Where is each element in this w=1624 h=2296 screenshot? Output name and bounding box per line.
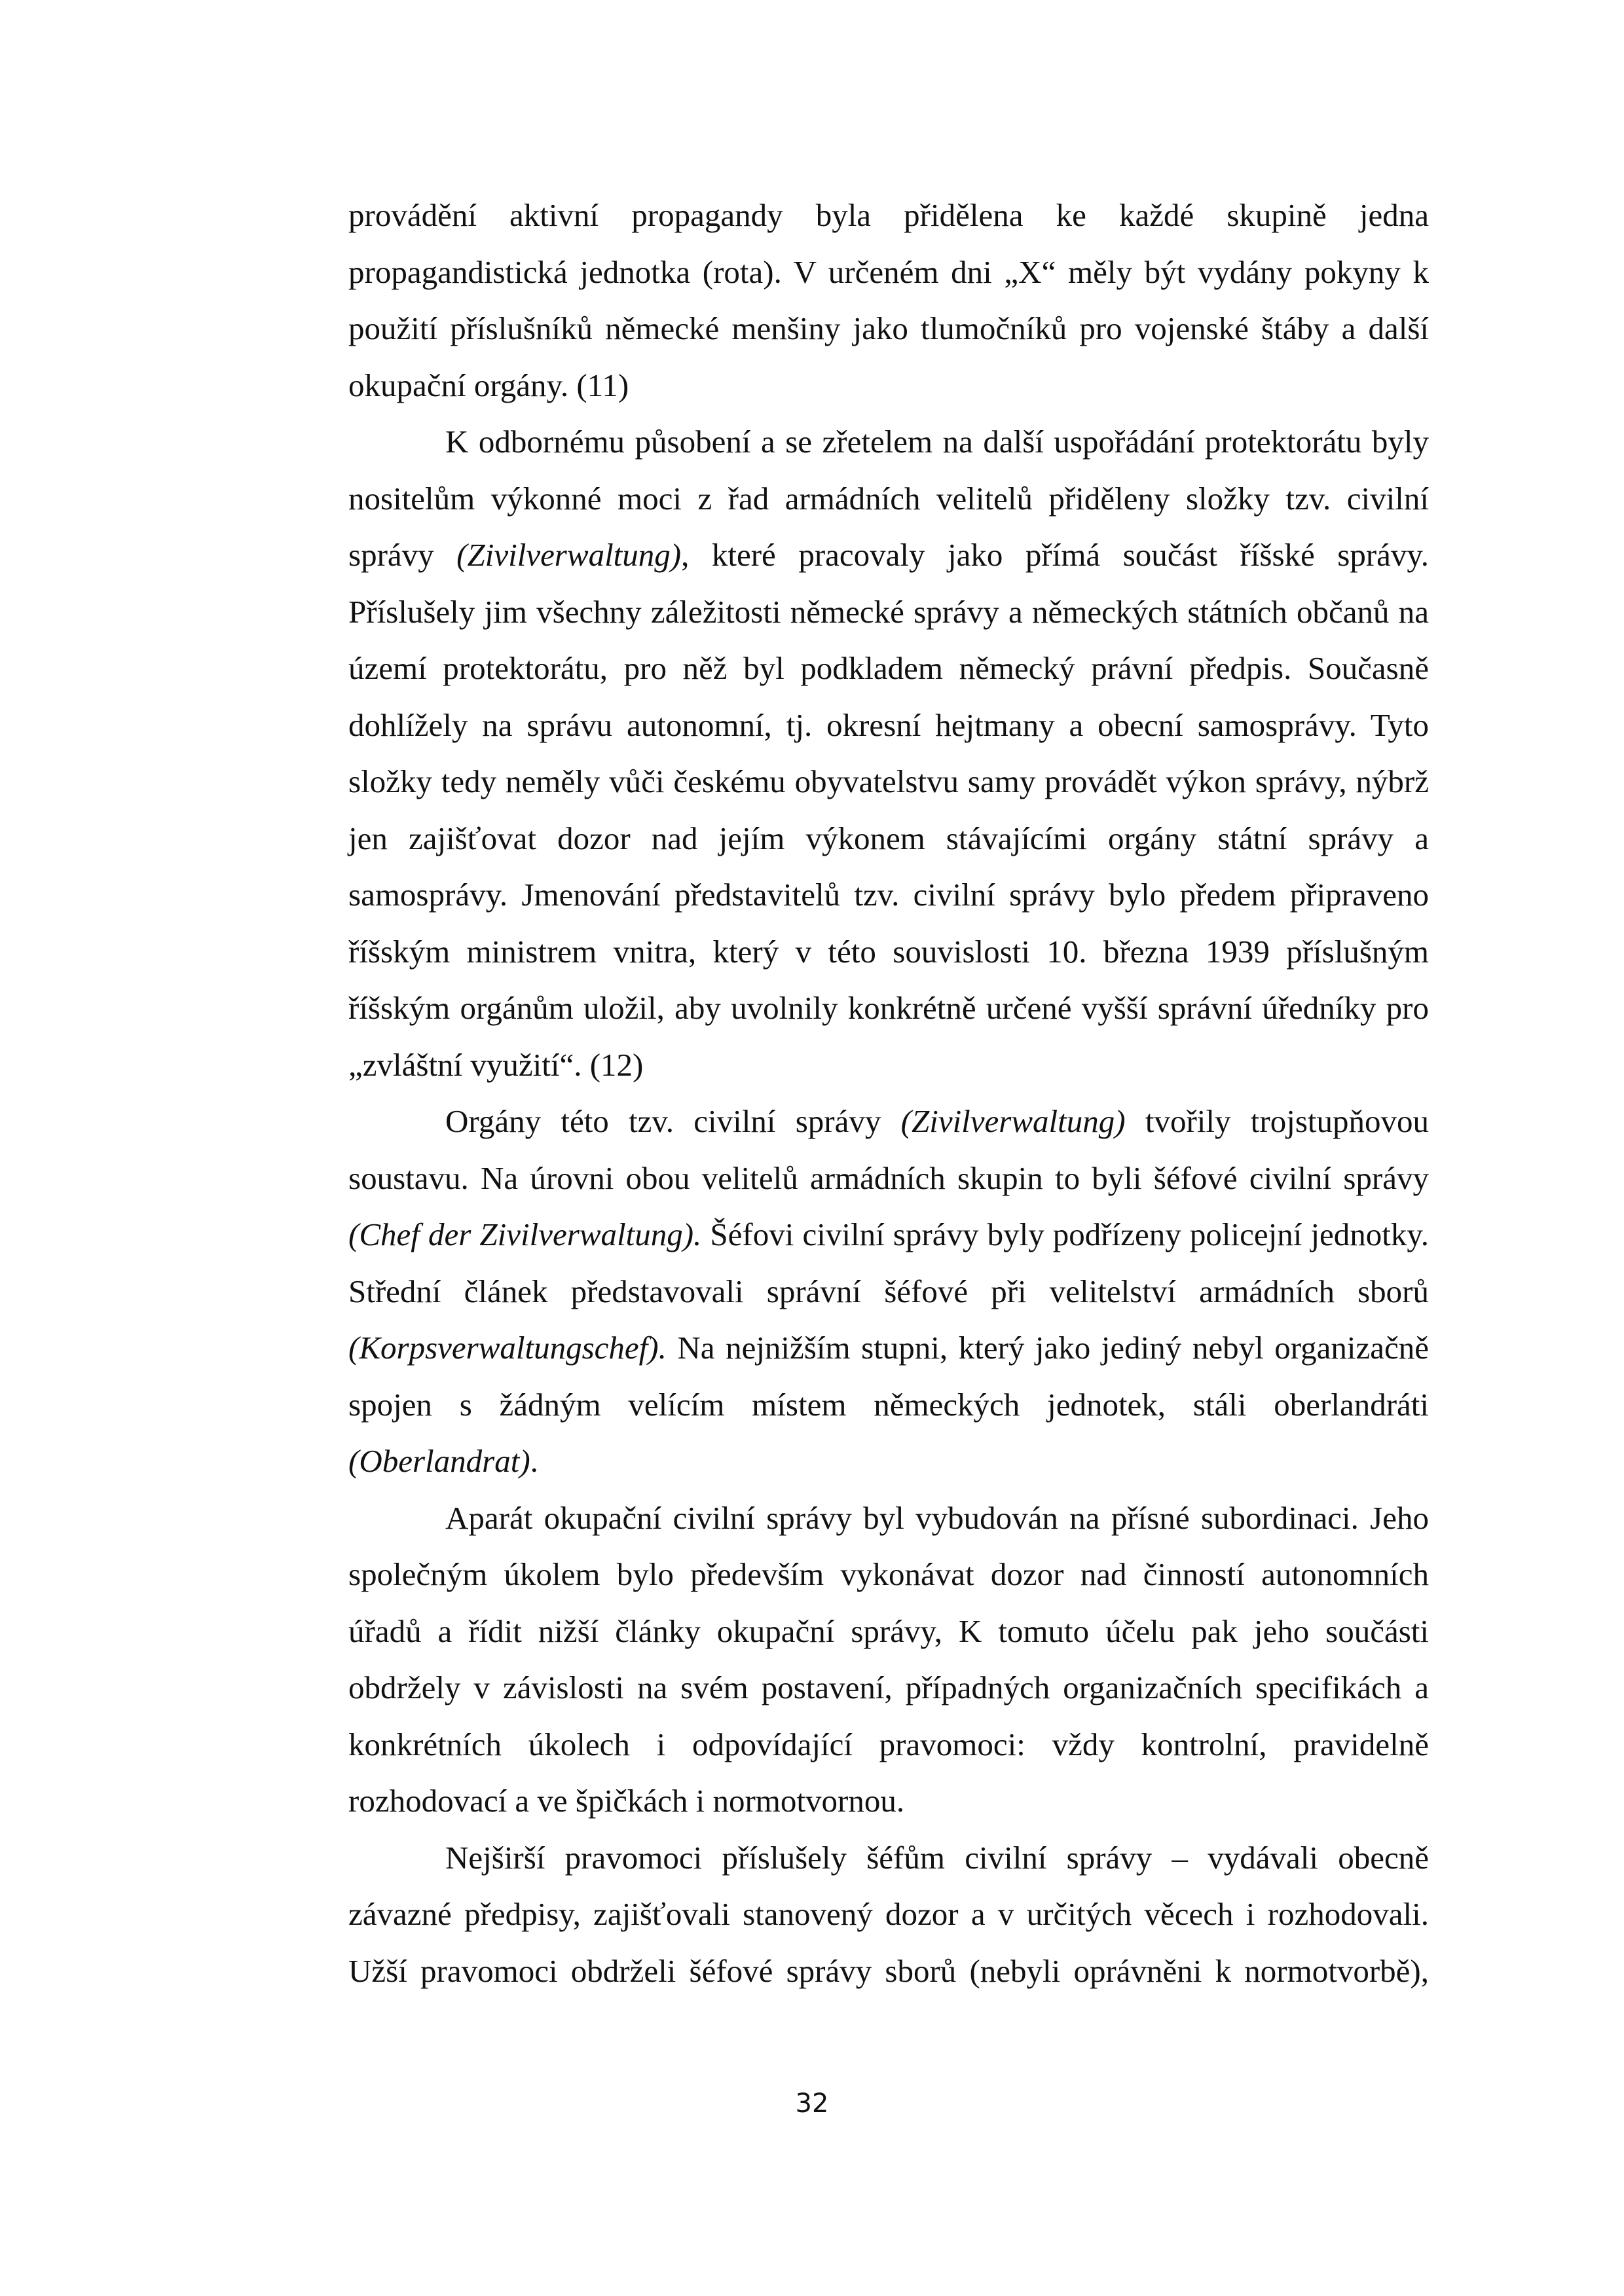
german-term-zivilverwaltung: (Zivilverwaltung): [900, 1103, 1126, 1139]
paragraph-3: [348, 1093, 1429, 1490]
german-term-korpsverwaltungschef: (Korpsverwaltungschef).: [348, 1330, 667, 1366]
paragraph-3-text: Šéfovi civilní správy byly podřízeny policejní jednotky. Střední článek představovali správní šéfové při velitelství armádních sborů: [348, 1216, 1429, 1309]
paragraph-2-text: , které pracovaly jako přímá součást říšské správy. Příslušely jim všechny záležitosti německé správy a německých státních občanů na území protektorátu, pro něž byl podkladem německý právní předpis. Současně dohlížely na správu autonomní, tj. okresní hejtmany a obecní samosprávy. Tyto složky tedy neměly vůči českému obyvatelstvu samy provádět výkon správy, nýbrž jen zajišťovat dozor nad jejím výkonem stávajícími orgány státní správy a samosprávy. Jmenování představitelů tzv. civilní správy bylo předem připraveno říšským ministrem vnitra, který v této souvislosti 10. března 1939 příslušným říšským orgánům uložil, aby uvolnily konkrétně určené vyšší správní úředníky pro „zvláštní využití“. (12): [348, 537, 1429, 1083]
paragraph-3-text: Orgány této tzv. civilní správy: [445, 1103, 901, 1139]
paragraph-5: [348, 1830, 1429, 2000]
paragraph-1-text: provádění aktivní propagandy byla přidělena ke každé skupině jedna propagandistická jednotka (rota). V určeném dni „X“ měly být vydány pokyny k použití příslušníků německé menšiny jako tlumočníků pro vojenské štáby a další okupační orgány. (11): [348, 197, 1429, 403]
paragraph-5-text: Nejširší pravomoci příslušely šéfům civilní správy – vydávali obecně závazné předpisy, zajišťovali stanovený dozor a v určitých věcech i rozhodovali. Užší pravomoci obdrželi šéfové správy sborů (nebyli oprávněni k normotvorbě),: [348, 1839, 1429, 1989]
paragraph-4: [348, 1490, 1429, 1830]
page-number: 32: [795, 2088, 829, 2119]
paragraph-1: [348, 187, 1429, 414]
german-term-chef-der-zivilverwaltung: (Chef der Zivilverwaltung).: [348, 1216, 702, 1252]
paragraph-2: [348, 414, 1429, 1093]
paragraph-2-text: K odbornému působení a se zřetelem na další uspořádání protektorátu byly nositelům výkonné moci z řad armádních velitelů přiděleny složky tzv. civilní správy: [348, 424, 1429, 573]
body-text: [348, 187, 1429, 1999]
german-term-zivilverwaltung: (Zivilverwaltung): [456, 537, 682, 573]
paragraph-3-text: Na nejnižším stupni, který jako jediný nebyl organizačně spojen s žádným velícím místem německých jednotek, stáli oberlandráti: [348, 1330, 1429, 1423]
paragraph-3-text: .: [530, 1443, 538, 1479]
german-term-oberlandrat: (Oberlandrat): [348, 1443, 530, 1479]
paragraph-3-text: tvořily trojstupňovou soustavu. Na úrovni obou velitelů armádních skupin to byli šéfové civilní správy: [348, 1103, 1430, 1196]
paragraph-4-text: Aparát okupační civilní správy byl vybudován na přísné subordinaci. Jeho společným úkolem bylo především vykonávat dozor nad činností autonomních úřadů a řídit nižší články okupační správy, K tomuto účelu pak jeho součásti obdržely v závislosti na svém postavení, případných organizačních specifikách a konkrétních úkolech i odpovídající pravomoci: vždy kontrolní, pravidelně rozhodovací a ve špičkách i normotvornou.: [348, 1499, 1429, 1819]
